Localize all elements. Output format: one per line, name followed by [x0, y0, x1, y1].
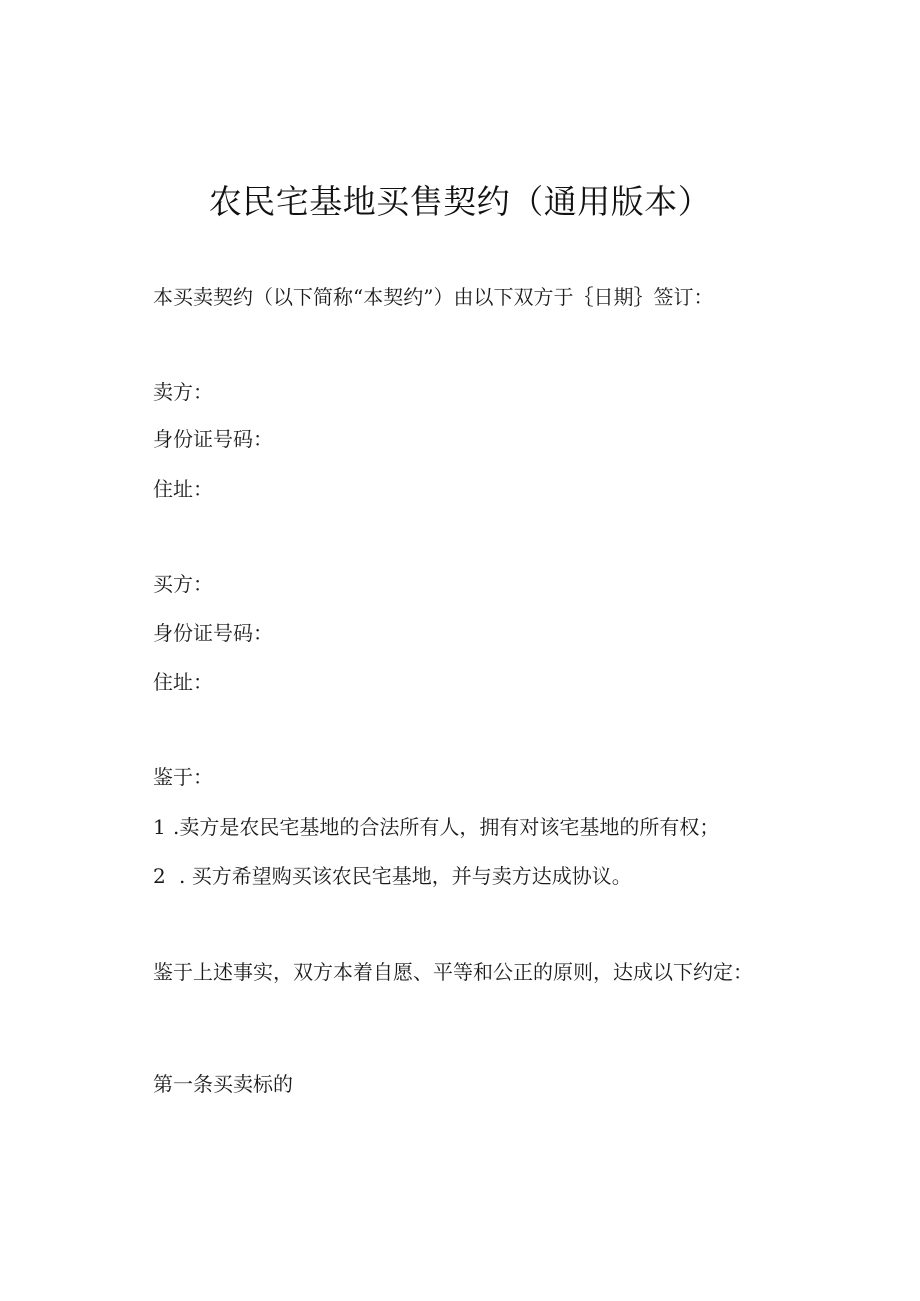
seller-address-label: 住址： — [153, 477, 213, 501]
buyer-id-label: 身份证号码： — [153, 621, 273, 645]
whereas-label: 鉴于： — [153, 765, 213, 789]
whereas-item-1-number: 1 — [153, 815, 166, 839]
buyer-address-label: 住址： — [153, 670, 213, 694]
seller-id-label: 身份证号码： — [153, 427, 273, 451]
document-title: 农民宅基地买售契约（通用版本） — [208, 182, 712, 221]
buyer-name-label: 买方： — [153, 572, 213, 596]
whereas-item-2 — [153, 861, 632, 891]
seller-name-label: 卖方： — [153, 380, 213, 404]
whereas-item-2-text: . 买方希望购买该农民宅基地，并与卖方达成协议。 — [179, 864, 632, 888]
intro-paragraph: 本买卖契约（以下简称“本契约”）由以下双方于｛日期｝签订： — [153, 285, 714, 309]
article-1-heading: 第一条买卖标的 — [153, 1072, 293, 1096]
whereas-item-1 — [153, 812, 719, 842]
whereas-item-1-text: .卖方是农民宅基地的合法所有人，拥有对该宅基地的所有权； — [173, 815, 720, 839]
whereas-item-2-number: 2 — [153, 864, 166, 888]
agreement-paragraph: 鉴于上述事实，双方本着自愿、平等和公正的原则，达成以下约定： — [153, 960, 753, 984]
